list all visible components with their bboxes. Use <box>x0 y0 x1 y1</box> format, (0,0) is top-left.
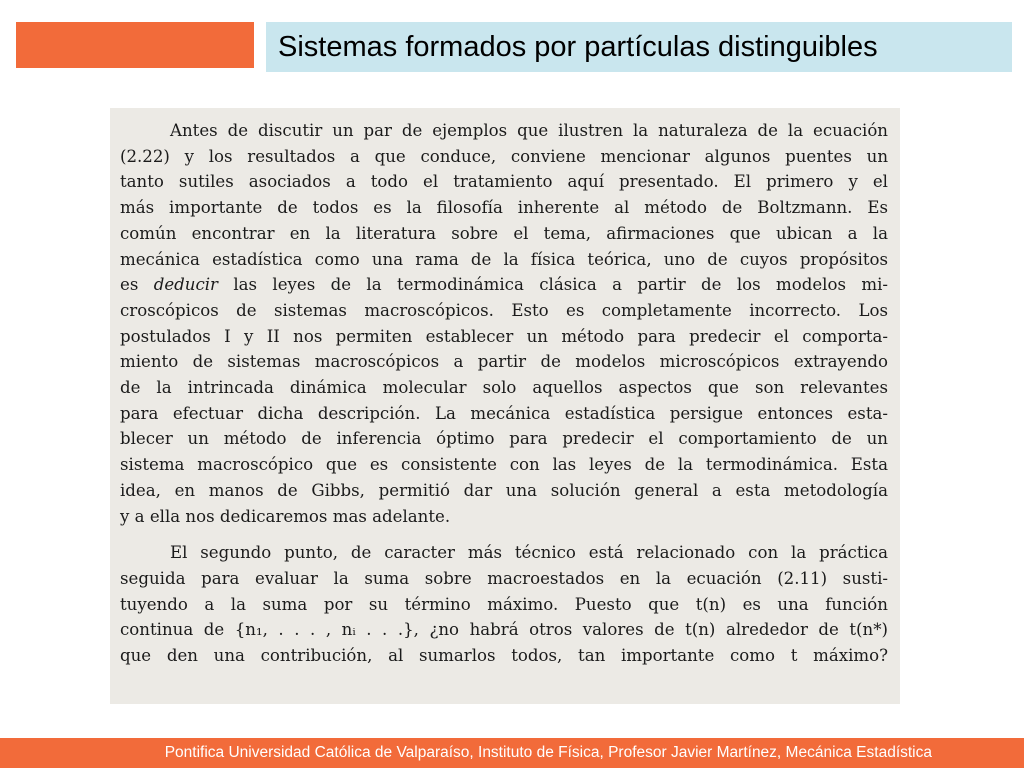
text-line: postulados I y II nos permiten establecer un método para predecir el comporta- <box>120 326 888 346</box>
text-fragment: es <box>120 275 139 295</box>
text-line: más importante de todos es la filosofía inherente al método de Boltzmann. Es <box>120 198 888 218</box>
text-line: El segundo punto, de caracter más técnico está relacionado con la práctica <box>170 543 888 563</box>
text-line: Antes de discutir un par de ejemplos que ilustren la naturaleza de la ecuación <box>170 121 888 140</box>
text-line: blecer un método de inferencia óptimo para predecir el comportamiento de un <box>120 429 888 449</box>
text-line: para efectuar dicha descripción. La mecánica estadística persigue entonces esta- <box>120 403 888 423</box>
text-line: de la intrincada dinámica molecular solo aquellos aspectos que son relevantes <box>120 378 888 398</box>
text-line: seguida para evaluar la suma sobre macroestados en la ecuación (2.11) susti- <box>120 568 888 588</box>
title-box <box>266 22 1012 72</box>
text-line: sistema macroscópico que es consistente con las leyes de la termodinámica. Esta <box>120 455 888 475</box>
footer-bar <box>0 738 1024 768</box>
text-line: tanto sutiles asociados a todo el tratamiento aquí presentado. El primero y el <box>120 172 888 192</box>
paragraph-1 <box>120 118 888 529</box>
scanned-text-image <box>110 108 900 704</box>
italic-word-deducir: deducir <box>153 275 218 295</box>
text-line: mecánica estadística como una rama de la física teórica, uno de cuyos propósitos <box>120 249 888 269</box>
orange-accent-bar <box>16 22 254 68</box>
text-fragment: las leyes de la termodinámica clásica a partir de los modelos mi- <box>218 275 888 295</box>
text-line: tuyendo a la suma por su término máximo. Puesto que t(n) es una función <box>120 594 888 614</box>
text-line: miento de sistemas macroscópicos a partir de modelos microscópicos extrayendo <box>120 352 888 372</box>
text-line: continua de {n₁, . . . , nᵢ . . .}, ¿no habrá otros valores de t(n) alrededor de t(n*) <box>120 620 888 640</box>
text-line: y a ella nos dedicaremos mas adelante. <box>120 506 451 526</box>
footer-text: Pontifica Universidad Católica de Valparaíso, Instituto de Física, Profesor Javier Martínez, Mecánica Estadística <box>164 744 932 761</box>
slide-title: Sistemas formados por partículas distinguibles <box>278 30 878 63</box>
text-line: que den una contribución, al sumarlos todos, tan importante como t máximo? <box>120 646 888 666</box>
paragraph-2 <box>120 540 888 669</box>
text-line: idea, en manos de Gibbs, permitió dar una solución general a esta metodología <box>120 480 888 500</box>
text-line: croscópicos de sistemas macroscópicos. Esto es completamente incorrecto. Los <box>120 300 888 320</box>
text-line: (2.22) y los resultados a que conduce, conviene mencionar algunos puentes un <box>120 146 888 166</box>
text-line: común encontrar en la literatura sobre el tema, afirmaciones que ubican a la <box>120 223 888 243</box>
text-line <box>120 272 888 298</box>
